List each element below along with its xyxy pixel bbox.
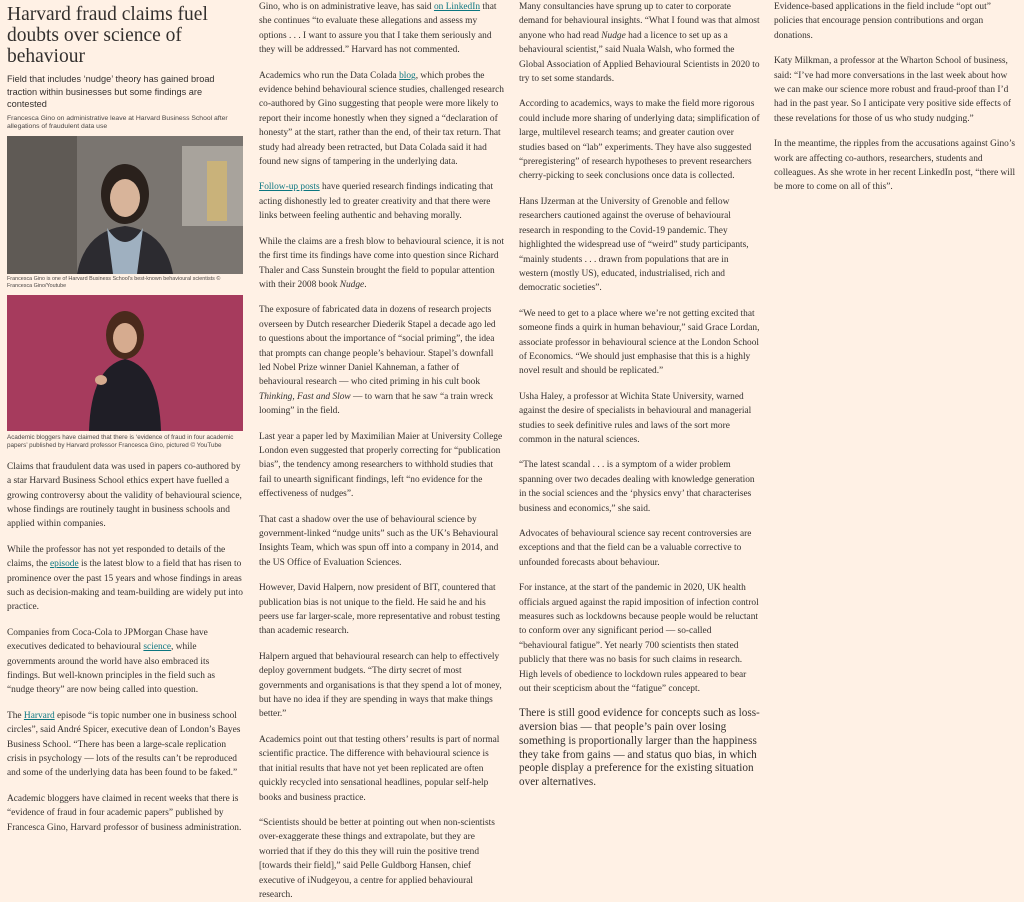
column-4 (767, 0, 1024, 793)
col2-paragraph-9: Halpern argued that behavioural research can help to effectively deploy government budgets. “The dirty secret of most governments and organisations is that they spend a lot of money, but have no idea if they are spending in ways that make things better.” (259, 651, 502, 720)
col4-paragraph-1: Evidence-based applications in the field include “opt out” policies that encourage pension contributions and organ donations. (774, 2, 991, 41)
col2-paragraph-6: Last year a paper led by Maximilian Maier at University College London even suggested that properly correcting for “publication bias”, the tendency among researchers to withhold studies that fail to unearth significant findings, left “no evidence for the effectiveness of nudges”. (259, 431, 503, 500)
episode-link[interactable]: episode (49, 559, 79, 570)
col2-paragraph-10: Academics point out that testing others’ results is part of normal scientific practice. The difference with behavioural science is that initial results that have not yet been replicated are often quickly recycled into sensational headlines, popular self-help books and business practice. (259, 734, 500, 803)
image2-caption: Academic bloggers have claimed that there is ‘evidence of fraud in four academic papers’ published by Harvard professor Francesca Gino, pictured © YouTube (7, 433, 234, 449)
col2-paragraph-1: Gino, who is on administrative leave, has said on LinkedIn that she continues “to evaluate these allegations and assess my options . . . I want to assure you that I take them seriously and they will be addressed.” Harvard has not commented. (259, 2, 497, 56)
col3-paragraph-1: Many consultancies have sprung up to cater to corporate demand for behavioural insights. “What I found was that almost anyone who had read Nudge had a licence to set up as a behavioural scientist,” said Nuala Walsh, who formed the Global Association of Applied Behavioural Scientists in 2020 to try to set some standards. (519, 2, 760, 85)
col1-paragraph-2: While the professor has not yet responded to details of the claims, the episode is the latest blow to a field that has risen to prominence over the past 15 years and whose findings in areas such as decision-making and team-building are widely put into practice. (7, 544, 243, 613)
col2-paragraph-8: However, David Halpern, now president of BIT, countered that publication bias is not unique to the field. He said he and his peers use far larger-scale, more representative and robust testing than academic research. (259, 583, 500, 637)
photo2-illustration (7, 295, 243, 431)
column-3 (513, 0, 766, 793)
col2-paragraph-3: Follow-up posts have queried research findings indicating that acting dishonestly led to greater creativity and that there were links between feeling authentic and behaving morally. (259, 182, 494, 222)
harvard-link[interactable]: Harvard (23, 710, 55, 721)
photo-illustration (7, 136, 243, 274)
col4-paragraph-2: Katy Milkman, a professor at the Wharton School of business, said: “I’ve had more conversations in the last week about how we can make our science more robust and fraud-proof than I’d had in the past year. So I anticipate very positive side effects of these revelations for those of us who study nudging.” (774, 56, 1011, 124)
col2-paragraph-2: Academics who run the Data Colada blog, which probes the evidence behind behavioural science studies, challenged research co-authored by Gino suggesting that people were more likely to report their income honestly when they signed a “declaration of honesty” at the start, rather than the end, of their tax return. That study had already been retracted, but Data Colada said it had found new signs of tampering in the underlying data. (259, 70, 504, 168)
col2-paragraph-5: The exposure of fabricated data in dozens of research projects overseen by Dutch researcher Diederik Stapel a decade ago led to questions about the importance of “social priming”, the idea that prompts can change people’s behaviour. Stapel’s downfall led Nobel Prize winner Daniel Kahneman, a father of behavioural research — who cited priming in his cult book Thinking, Fast and Slow — to warn that he saw “a train wreck looming” in the field. (259, 305, 496, 417)
col3-paragraph-6: “The latest scandal . . . is a symptom of a wider problem spanning over two decades dealing with knowledge generation in the social sciences and the ‘physics envy’ that characterises business and economics,” she said. (519, 460, 755, 514)
col3-paragraph-7: Advocates of behavioural science say recent controversies are exceptions and that the field can be a valuable corrective to unfounded forecasts about behaviour. (519, 529, 752, 568)
image1-subcaption: Francesca Gino on administrative leave at Harvard Business School after allegations of fraudulent data use (7, 114, 228, 131)
col4-paragraph-3: In the meantime, the ripples from the accusations against Gino’s work are affecting co-authors, researchers, students and colleagues. As she wrote in her recent LinkedIn post, “there will be more to come on all of this”. (774, 139, 1016, 193)
column-2 (251, 0, 512, 900)
follow-up-posts-link[interactable]: Follow-up posts (259, 182, 320, 193)
col3-paragraph-5: Usha Haley, a professor at Wichita State University, warned against the desire of specialists in behavioural and managerial studies to seek definitive rules and laws of the sort more common in the natural sciences. (519, 391, 752, 445)
col3-paragraph-8: For instance, at the start of the pandemic in 2020, UK health officials argued against the rapid imposition of infection control measures such as lockdowns because people would be reluctant to conform over any significant period — so-called “behavioural fatigue”. Yet nearly 700 scientists then stated publicly that there was no basis for such claims in research. High levels of obedience to lockdown rules appeared to bear out their scepticism about the “fatigue” concept. (519, 583, 759, 695)
blog-link[interactable]: blog (399, 70, 416, 81)
col3-paragraph-3: Hans IJzerman at the University of Grenoble and fellow researchers cautioned against the overuse of behavioural research in responding to the Covid-19 pandemic. They highlighted the widespread use of “weird” study participants, “mainly students . . . drawn from populations that are in western (mostly US), educated, industrialised, rich and democratic societies”. (519, 196, 749, 294)
col3-paragraph-2: According to academics, ways to make the field more rigorous could include more sharing of underlying data; simplification of large, multilevel research teams; and greater caution over studies based on “lab” experiments. They have also suggested “preregistering” of research hypotheses to prevent researchers cherry-picking to seek conclusions once data is collected. (519, 99, 760, 182)
col1-paragraph-3: Companies from Coca-Cola to JPMorgan Chase have executives dedicated to behavioural science, while governments around the world have also embraced its findings. But well-known principles in the field such as “nudge theory” are now being called into question. (7, 627, 216, 696)
col2-paragraph-4: While the claims are a fresh blow to behavioural science, it is not the first time its findings have come into question since Richard Thaler and Cass Sunstein brought the field to popular attention with their 2008 book Nudge. (259, 236, 504, 290)
col1-paragraph-5: Academic bloggers have claimed in recent weeks that there is “evidence of fraud in four academic papers” published by Francesca Gino, Harvard professor of business administration. (7, 793, 242, 833)
linkedin-link[interactable]: on LinkedIn (433, 2, 481, 12)
col1-paragraph-4: The Harvard episode “is topic number one in business school circles”, said André Spicer, executive dean of London’s Bayes Business School. “There has been a large-scale replication crisis in psychology — lots of the results can’t be reproduced and some of the underlying data has been found to be faked.” (7, 710, 241, 779)
col2-paragraph-11: “Scientists should be better at pointing out when non-scientists over-exaggerate these things and extrapolate, but they are worried that if they do this they will ruin the positive trend [towards their field],” said Pelle Guldborg Hansen, chief executive of iNudgeyou, a centre for applied behavioural research. (259, 817, 495, 900)
photo-francesca-gino-interview (7, 136, 243, 274)
photo-francesca-gino-talk (7, 295, 243, 431)
science-link[interactable]: science (143, 642, 171, 653)
pull-quote: There is still good evidence for concepts such as loss-aversion bias — that people’s pain over losing something is proportionally larger than the happiness they take from gains — and status quo bias, in which people display a preference for the existing situation over alternatives. (519, 707, 760, 788)
col2-paragraph-7: That cast a shadow over the use of behavioural science by government-linked “nudge units” such as the UK’s Behavioural Insights Team, which was spun off into a company in 2014, and the US Office of Evaluation Sciences. (259, 514, 499, 568)
col3-paragraph-4: “We need to get to a place where we’re not getting excited that someone finds a quirk in human behaviour,” said Grace Lordan, associate professor in behavioural science at the London School of Economics. “We should just emphasise that this is a highly novel result and should be replicated.” (519, 308, 760, 377)
image1-caption: Francesca Gino is one of Harvard Business School’s best-known behavioural scientists © Francesca Gino/Youtube (7, 275, 221, 289)
standfirst: Field that includes ‘nudge’ theory has gained broad traction within businesses but some findings are contested (7, 74, 215, 109)
column-1 (0, 0, 250, 833)
headline: Harvard fraud claims fuel doubts over science of behaviour (7, 4, 208, 67)
col1-paragraph-1: Claims that fraudulent data was used in papers co-authored by a star Harvard Business School ethics expert have fuelled a growing controversy about the validity of behavioural science, whose findings are routinely taught in business schools and applied within companies. (7, 461, 242, 530)
